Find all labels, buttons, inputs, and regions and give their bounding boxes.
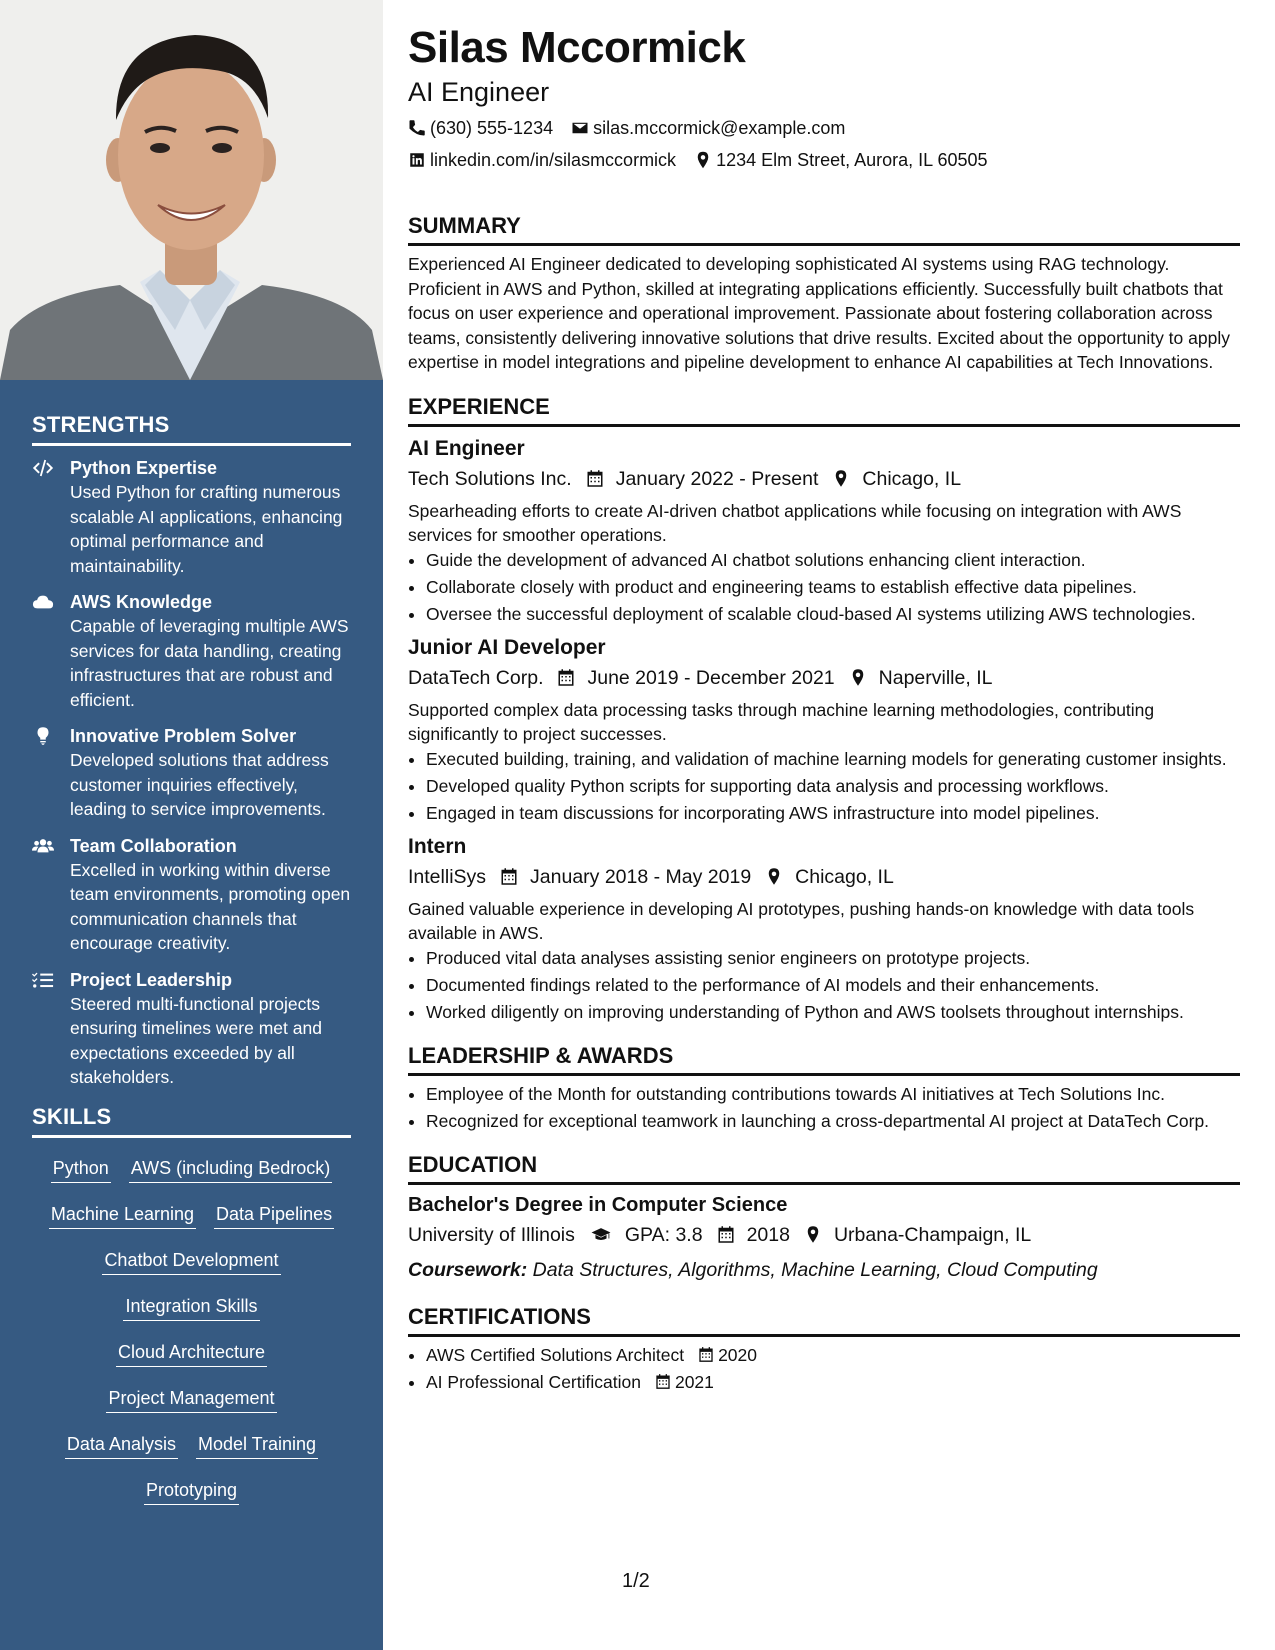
certifications-heading: CERTIFICATIONS (408, 1303, 1240, 1337)
strength-title: Innovative Problem Solver (70, 726, 297, 746)
strength-item (32, 724, 351, 822)
strength-item (32, 456, 351, 578)
graduation-cap-icon (589, 1225, 613, 1244)
job-location: Naperville, IL (878, 666, 993, 689)
strength-title: Team Collaboration (70, 835, 237, 856)
code-icon (32, 456, 70, 578)
graduation-year: 2018 (746, 1223, 790, 1246)
skill-tag: Data Pipelines (214, 1202, 334, 1229)
job-bullets (408, 747, 1240, 825)
profile-photo (0, 0, 383, 380)
strength-item (32, 834, 351, 956)
strength-title: Project Leadership (70, 969, 233, 990)
envelope-icon (571, 119, 589, 137)
job-bullets (408, 548, 1240, 626)
awards-list (408, 1082, 1240, 1133)
email-contact[interactable] (571, 112, 845, 144)
strength-item (32, 968, 351, 1090)
certification-item (426, 1370, 1240, 1394)
skill-tag: Cloud Architecture (116, 1340, 267, 1367)
education-heading: EDUCATION (408, 1151, 1240, 1185)
candidate-name: Silas Mccormick (408, 23, 746, 72)
certification-item (426, 1343, 1240, 1367)
strength-description: Excelled in working within diverse team environments, promoting open communication channels that encourage creativity. (70, 859, 351, 953)
coursework-list: Data Structures, Algorithms, Machine Learning, Cloud Computing (532, 1258, 1098, 1281)
bullet-item: • Oversee the successful deployment of scalable cloud-based AI systems utilizing AWS technologies. (426, 602, 1240, 626)
skill-tag: Python (51, 1156, 111, 1183)
coursework (408, 1255, 1240, 1285)
skill-tag: Model Training (196, 1432, 318, 1459)
main-content (408, 20, 1240, 1397)
certifications-list (408, 1343, 1240, 1394)
job-meta (408, 861, 1240, 893)
strength-title: AWS Knowledge (70, 592, 213, 612)
calendar-icon (500, 867, 518, 886)
job-title: Junior AI Developer (408, 635, 606, 659)
bullet-item: • Engaged in team discussions for incorporating AWS infrastructure into model pipelines. (426, 801, 1240, 825)
job-bullets (408, 946, 1240, 1024)
job-summary: Spearheading efforts to create AI-driven chatbot applications while focusing on integration with AWS services for smoother operations. (408, 500, 1182, 545)
certification-name: • AI Professional Certification (426, 1371, 641, 1392)
strength-description: Developed solutions that address customer inquiries effectively, leading to service improvements. (70, 750, 329, 819)
school-name: University of Illinois (408, 1223, 575, 1246)
lightbulb-icon (32, 724, 70, 822)
strength-title: Python Expertise (70, 458, 218, 478)
page-number: 1/2 (622, 1570, 650, 1592)
company-name: Tech Solutions Inc. (408, 467, 572, 490)
bullet-item: • Documented findings related to the performance of AI models and their enhancements. (426, 973, 1240, 997)
job-title: Intern (408, 834, 467, 858)
certification-year: 2021 (674, 1371, 714, 1392)
calendar-icon (557, 668, 575, 687)
company-name: IntelliSys (408, 865, 487, 888)
job-location: Chicago, IL (862, 467, 962, 490)
location-pin-icon (765, 867, 783, 886)
strengths-heading: STRENGTHS (32, 412, 351, 446)
bullet-item: • Collaborate closely with product and engineering teams to establish effective data pipelines. (426, 575, 1240, 599)
location-pin-icon (832, 469, 850, 488)
skill-tag: AWS (including Bedrock) (129, 1156, 332, 1183)
phone-contact[interactable] (408, 112, 553, 144)
location-pin-icon (849, 668, 867, 687)
skills-list (32, 1148, 351, 1524)
location-pin-icon (804, 1225, 822, 1244)
skill-tag: Integration Skills (123, 1294, 259, 1321)
calendar-icon (717, 1225, 735, 1244)
contact-row (408, 144, 1240, 176)
skill-tag: Project Management (106, 1386, 276, 1413)
job-title: AI Engineer (408, 436, 525, 460)
awards-heading: LEADERSHIP & AWARDS (408, 1042, 1240, 1076)
skill-tag: Chatbot Development (102, 1248, 280, 1275)
phone-text: (630) 555-1234 (430, 118, 554, 138)
linkedin-contact[interactable] (408, 144, 676, 176)
phone-icon (408, 119, 426, 137)
job-entry (408, 435, 1240, 626)
location-pin-icon (694, 151, 712, 169)
job-dates: January 2022 - Present (615, 467, 819, 490)
bullet-item: • Guide the development of advanced AI chatbot solutions enhancing client interaction. (426, 548, 1240, 572)
award-item: • Employee of the Month for outstanding contributions towards AI initiatives at Tech Solutions Inc. (426, 1082, 1240, 1106)
bullet-item: • Executed building, training, and validation of machine learning models for generating customer insights. (426, 747, 1240, 771)
address-text: 1234 Elm Street, Aurora, IL 60505 (716, 150, 988, 170)
job-meta (408, 662, 1240, 694)
calendar-icon (698, 1346, 714, 1363)
gpa: GPA: 3.8 (624, 1223, 703, 1246)
job-dates: June 2019 - December 2021 (587, 666, 835, 689)
cloud-icon (32, 590, 70, 712)
strength-description: Used Python for crafting numerous scalable AI applications, enhancing optimal performance and maintainability. (70, 482, 343, 576)
job-dates: January 2018 - May 2019 (530, 865, 752, 888)
task-list-icon (32, 968, 70, 1090)
company-name: DataTech Corp. (408, 666, 544, 689)
linkedin-icon (408, 151, 426, 169)
strength-item (32, 590, 351, 712)
email-text: silas.mccormick@example.com (593, 118, 846, 138)
experience-heading: EXPERIENCE (408, 393, 1240, 427)
certification-name: • AWS Certified Solutions Architect (426, 1344, 685, 1365)
calendar-icon (586, 469, 604, 488)
contact-row (408, 112, 1240, 144)
address-contact (694, 144, 988, 176)
school-location: Urbana-Champaign, IL (833, 1223, 1032, 1246)
job-meta (408, 463, 1240, 495)
job-entry (408, 634, 1240, 825)
bullet-item: • Produced vital data analyses assisting senior engineers on prototype projects. (426, 946, 1240, 970)
users-icon (32, 834, 70, 956)
summary-heading: SUMMARY (408, 212, 1240, 246)
skill-tag: Data Analysis (65, 1432, 178, 1459)
candidate-title: AI Engineer (408, 77, 550, 107)
bullet-item: • Worked diligently on improving understanding of Python and AWS toolsets throughout internships. (426, 1000, 1240, 1024)
job-summary: Gained valuable experience in developing AI prototypes, pushing hands-on knowledge with data tools available in AWS. (408, 898, 1195, 943)
coursework-label: Coursework: (408, 1258, 528, 1281)
skills-heading: SKILLS (32, 1104, 351, 1138)
job-summary: Supported complex data processing tasks through machine learning methodologies, contributing significantly to project successes. (408, 699, 1155, 744)
skill-tag: Prototyping (144, 1478, 239, 1505)
degree-title: Bachelor's Degree in Computer Science (408, 1193, 788, 1216)
calendar-icon (655, 1373, 671, 1390)
bullet-item: • Developed quality Python scripts for supporting data analysis and processing workflows. (426, 774, 1240, 798)
sidebar (0, 0, 383, 1650)
strength-description: Steered multi-functional projects ensuring timelines were met and expectations exceeded by all stakeholders. (70, 993, 322, 1087)
job-location: Chicago, IL (795, 865, 894, 888)
strength-description: Capable of leveraging multiple AWS services for data handling, creating infrastructures that are robust and efficient. (70, 616, 349, 710)
summary-text: Experienced AI Engineer dedicated to developing sophisticated AI systems using RAG technology. Proficient in AWS and Python, skilled at integrating applications efficiently. Successfully built chatbots that focus on user experience and operational improvement. Passionate about fostering collaboration across teams, consistently delivering innovative solutions that drive results. Excited about the opportunity to apply expertise in model integrations and pipeline development to enhance AI capabilities at Tech Innovations. (408, 254, 1230, 372)
job-entry (408, 833, 1240, 1024)
skill-tag: Machine Learning (49, 1202, 196, 1229)
linkedin-text: linkedin.com/in/silasmccormick (430, 150, 677, 170)
certification-year: 2020 (718, 1344, 758, 1365)
education-meta (408, 1219, 1240, 1251)
award-item: • Recognized for exceptional teamwork in launching a cross-departmental AI project at DataTech Corp. (426, 1109, 1240, 1133)
